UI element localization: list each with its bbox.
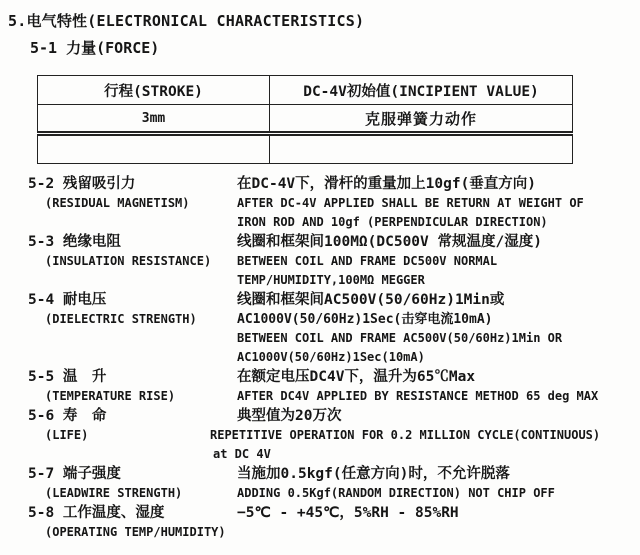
section-label-zh: 5-7 端子强度 — [28, 466, 121, 482]
force-table-data-row — [38, 105, 573, 134]
section-value-line: IRON ROD AND 10gf (PERPENDICULAR DIRECTION) — [237, 215, 548, 229]
section-value-line: −5℃ - +45℃，5%RH - 85%RH — [237, 505, 459, 521]
section-label-en: (LIFE) — [45, 428, 89, 442]
section-value-line: 当施加0.5kgf(任意方向)时，不允许脱落 — [237, 466, 510, 482]
section-label-en: (OPERATING TEMP/HUMIDITY) — [45, 525, 226, 539]
section-value-line: 在DC-4V下，滑杆的重量加上10gf(垂直方向) — [237, 176, 537, 192]
section-label-en: (DIELECTRIC STRENGTH) — [45, 312, 197, 326]
force-table-empty-cell-value — [270, 134, 573, 164]
section-value-line: 在额定电压DC4V下，温升为65℃Max — [237, 369, 476, 385]
section-value-line: 典型值为20万次 — [237, 408, 342, 424]
force-table-cell-stroke: 3mm — [38, 105, 270, 134]
section-value-line: at DC 4V — [213, 447, 271, 461]
section-5-7-leadwire-strength — [28, 465, 640, 503]
force-table-header-incipient-value: DC-4V初始值(INCIPIENT VALUE) — [270, 76, 573, 105]
section-value-line: BETWEEN COIL AND FRAME AC500V(50/60Hz)1Min OR — [237, 331, 563, 345]
section-value-line: BETWEEN COIL AND FRAME DC500V NORMAL — [237, 254, 498, 268]
section-label-zh: 5-3 绝缘电阻 — [28, 234, 121, 250]
section-5-5-temperature-rise — [28, 368, 640, 406]
section-label-zh: 5-6 寿 命 — [28, 408, 107, 424]
section-label-en: (LEADWIRE STRENGTH) — [45, 486, 183, 500]
section-value-line: ADDING 0.5Kgf(RANDOM DIRECTION) NOT CHIP OFF — [237, 486, 555, 500]
section-label-zh: 5-4 耐电压 — [28, 292, 107, 308]
section-5-4-dielectric-strength — [28, 291, 640, 367]
spec-sections — [0, 175, 640, 542]
force-table — [37, 75, 573, 164]
section-label-zh: 5-8 工作温度、湿度 — [28, 505, 165, 521]
force-table-header-stroke: 行程(STROKE) — [38, 76, 270, 105]
force-table-empty-row — [38, 134, 573, 164]
page-title: 5.电气特性(ELECTRONICAL CHARACTERISTICS) — [8, 12, 365, 30]
section-label-en: (RESIDUAL MAGNETISM) — [45, 196, 190, 210]
section-5-3-insulation-resistance — [28, 233, 640, 290]
section-label-en: (INSULATION RESISTANCE) — [45, 254, 212, 268]
section-5-8-operating-temp-humidity — [28, 504, 640, 542]
force-table-empty-cell-stroke — [38, 134, 270, 164]
section-value-line: AFTER DC-4V APPLIED SHALL BE RETURN AT WEIGHT OF — [237, 196, 584, 210]
section-value-line: AC1000V(50/60Hz)1Sec(10mA) — [237, 350, 425, 364]
section-value-line: 线圈和框架间100MΩ(DC500V 常规温度/湿度) — [237, 234, 542, 250]
section-label-zh: 5-5 温 升 — [28, 369, 107, 385]
section-value-line: REPETITIVE OPERATION FOR 0.2 MILLION CYCLE(CONTINUOUS) — [210, 428, 601, 442]
force-table-cell-value: 克服弹簧力动作 — [270, 105, 573, 134]
section-value-line: 线圈和框架间AC500V(50/60Hz)1Min或 — [237, 292, 505, 308]
section-label-zh: 5-2 残留吸引力 — [28, 176, 136, 192]
section-value-line: AFTER DC4V APPLIED BY RESISTANCE METHOD 65 deg MAX — [237, 389, 599, 403]
force-table-header-row — [38, 76, 573, 105]
section-5-6-life — [28, 407, 640, 464]
section-5-1-heading: 5-1 力量(FORCE) — [30, 39, 160, 57]
section-value-line: TEMP/HUMIDITY,100MΩ MEGGER — [237, 273, 425, 287]
section-label-en: (TEMPERATURE RISE) — [45, 389, 176, 403]
section-value-line: AC1000V(50/60Hz)1Sec(击穿电流10mA) — [237, 312, 493, 327]
section-5-2-residual-magnetism — [28, 175, 640, 232]
